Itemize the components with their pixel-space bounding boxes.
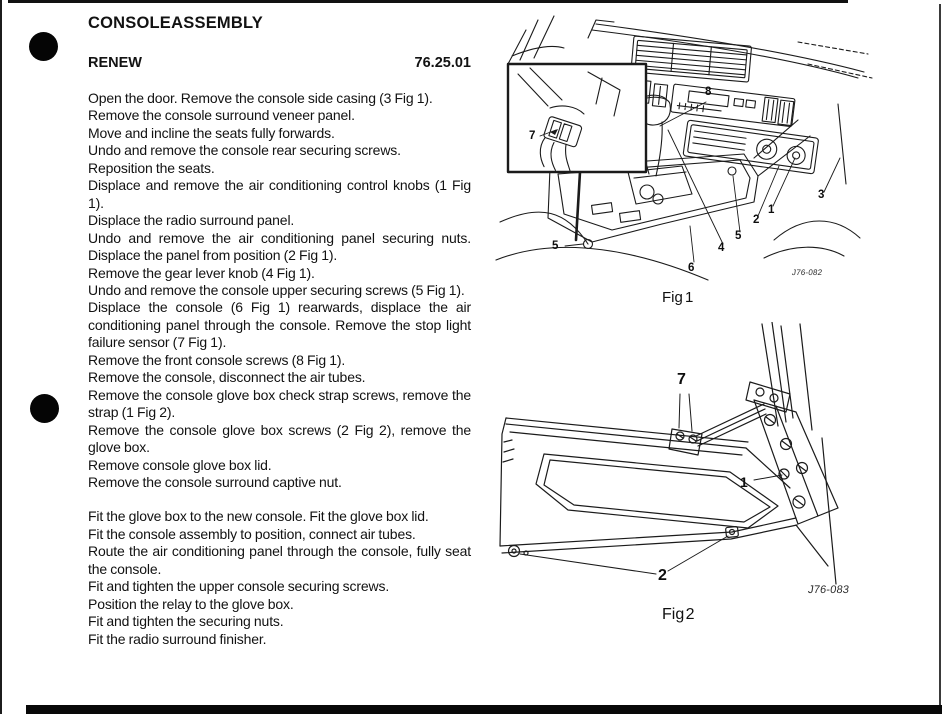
fig1-callout-console: 6	[688, 262, 695, 274]
removal-step: Remove the console, disconnect the air tubes.	[88, 369, 366, 386]
operation-code: 76.25.01	[414, 55, 471, 71]
fitting-step: Fit the console assembly to position, connect air tubes.	[88, 525, 416, 542]
removal-step: Displace the radio surround panel.	[88, 212, 295, 229]
fig2-caption: Fig 2	[662, 606, 695, 623]
removal-step: Displace the console (6 Fig 1) rearwards, displace the air conditioning panel through the console. Remove the stop light failure sensor (7 Fig 1).	[88, 299, 471, 351]
procedure-text	[88, 90, 471, 648]
fitting-step: Route the air conditioning panel through the console, fully seat the console.	[88, 543, 471, 577]
fig1-callout-front-screws: 8	[705, 86, 712, 98]
operation-name: RENEW	[88, 55, 142, 71]
fig1-callout-side-casing: 3	[818, 189, 825, 201]
fitting-step: Fit and tighten the upper console securing screws.	[88, 578, 390, 595]
figure-1	[492, 8, 874, 293]
fig1-callout-gear-knob: 4	[718, 242, 725, 254]
figure-2	[492, 322, 864, 604]
page-title: CONSOLE ASSEMBLY	[88, 14, 263, 32]
text-column	[88, 14, 471, 648]
fig2-glovebox-drawing	[492, 322, 864, 604]
section-gap	[88, 491, 471, 508]
removal-step: Reposition the seats.	[88, 159, 215, 176]
removal-step: Remove the console surround veneer panel.	[88, 107, 355, 124]
fitting-step: Position the relay to the glove box.	[88, 595, 294, 612]
fig2-callout-check-strap: 7	[677, 371, 686, 388]
fig2-callout-box-screws: 2	[658, 567, 667, 584]
removal-step: Remove console glove box lid.	[88, 456, 272, 473]
scan-edge-bottom	[26, 705, 942, 714]
fitting-step: Fit the glove box to the new console. Fit the glove box lid.	[88, 508, 429, 525]
fig1-caption: Fig 1	[662, 289, 694, 306]
removal-step: Displace and remove the air conditioning control knobs (1 Fig 1).	[88, 177, 471, 211]
scan-edge-right	[939, 4, 941, 714]
removal-step: Undo and remove the console rear securing screws.	[88, 142, 401, 159]
fig1-callout-sensor: 7	[529, 130, 536, 142]
operation-header	[88, 55, 471, 71]
removal-step: Remove the front console screws (8 Fig 1).	[88, 351, 346, 368]
scan-edge-top	[8, 0, 848, 3]
fitting-step: Fit the radio surround finisher.	[88, 630, 267, 647]
removal-step: Remove the console glove box screws (2 Fig 2), remove the glove box.	[88, 421, 471, 456]
removal-step: Open the door. Remove the console side casing (3 Fig 1).	[88, 90, 433, 106]
fig1-callout-ac-panel: 2	[753, 214, 760, 226]
removal-step: Remove the console surround captive nut.	[88, 473, 342, 490]
fig1-console-drawing	[492, 8, 874, 293]
fig1-drawing-code: J76-082	[791, 268, 823, 277]
fig2-callout-hinge-screw: 1	[740, 474, 748, 490]
fig1-callout-control-knobs: 1	[768, 204, 775, 216]
scan-edge-left	[0, 0, 2, 714]
removal-step: Undo and remove the console upper securing screws (5 Fig 1).	[88, 281, 465, 298]
removal-step: Remove the gear lever knob (4 Fig 1).	[88, 264, 315, 281]
fig2-drawing-code: J76-083	[807, 584, 850, 596]
fig1-callout-upper-screw-left: 5	[552, 240, 559, 252]
punch-hole-icon	[30, 394, 59, 423]
fig1-callout-upper-screw-right: 5	[735, 230, 742, 242]
fitting-step: Fit and tighten the securing nuts.	[88, 613, 284, 630]
removal-step: Remove the console glove box check strap screws, remove the strap (1 Fig 2).	[88, 386, 471, 421]
removal-step: Undo and remove the air conditioning panel securing nuts. Displace the panel from position (2 Fig 1).	[88, 229, 471, 264]
punch-hole-icon	[29, 32, 58, 61]
removal-step: Move and incline the seats fully forwards.	[88, 124, 335, 141]
